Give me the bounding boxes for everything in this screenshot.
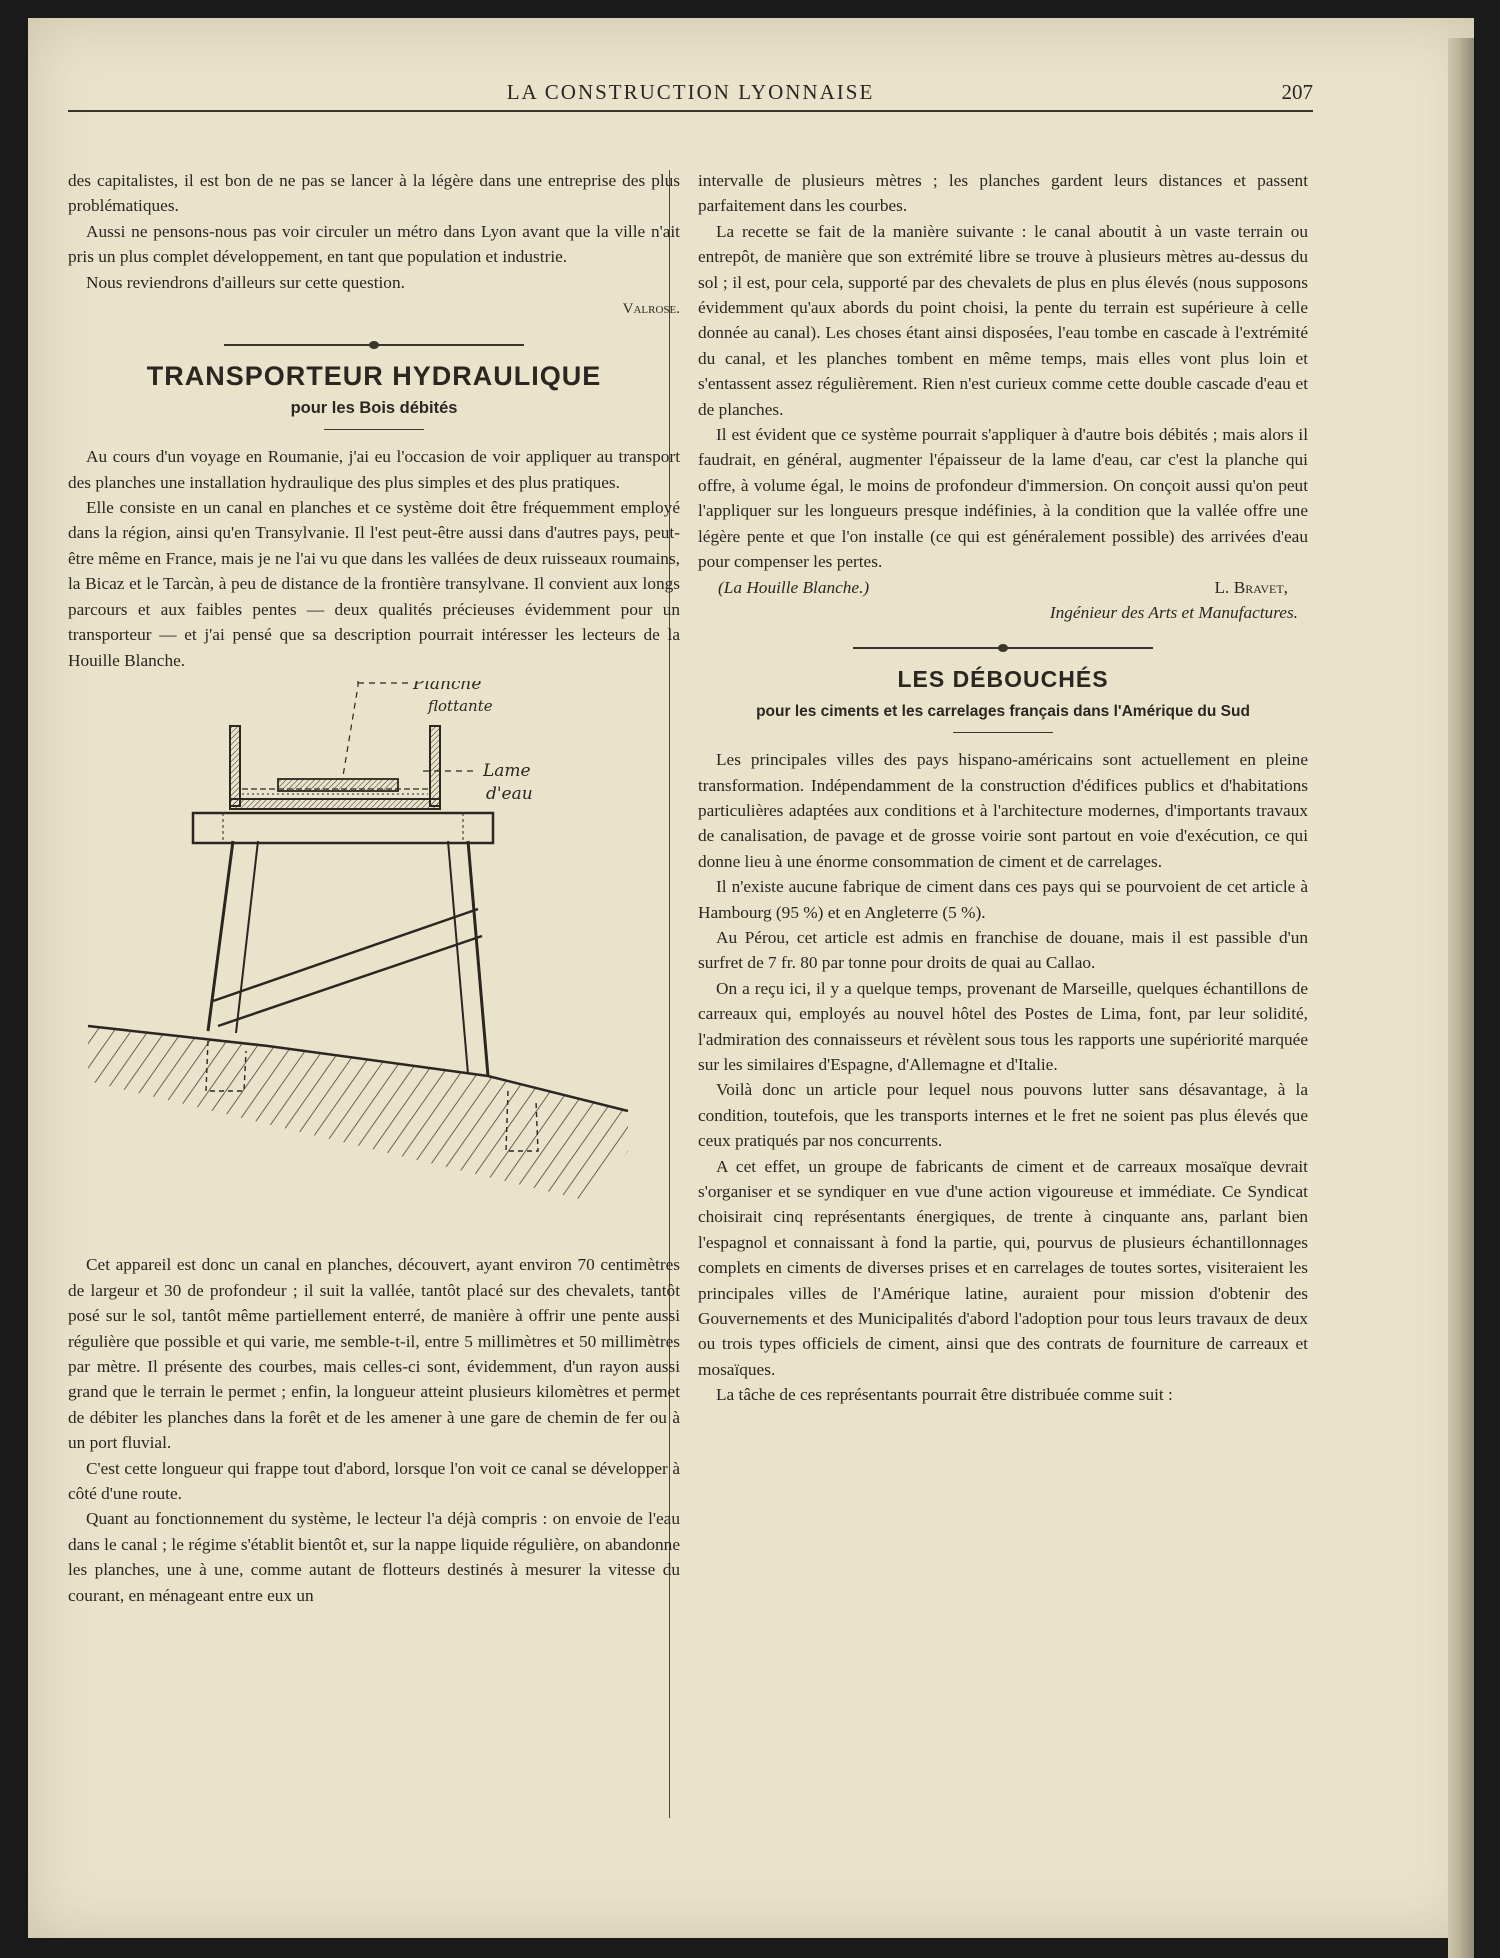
paragraph: Il n'existe aucune fabrique de ciment dans ces pays qui se pourvoient de cet article à Hambourg (95 %) et en Angleterre (5 %). — [698, 877, 1308, 922]
credit-title: Ingénieur des Arts et Manufactures. — [1049, 602, 1298, 622]
article-title: LES DÉBOUCHÉS — [897, 666, 1109, 693]
paragraph: Quant au fonctionnement du système, le lecteur l'a déjà compris : on envoie de l'eau dans le canal ; le régime s'établit bientôt et, sur la nappe liquide régulière, on abandonne les planches, une à une, comme autant de flotteurs destinés à mesurer la vitesse du courant, en ménageant entre eux un — [68, 1509, 680, 1605]
canal-trestle-figure — [68, 681, 680, 1241]
canal-floor — [230, 799, 440, 809]
ground-hatching — [88, 1026, 628, 1201]
diagonal-brace — [213, 909, 478, 1001]
intro-signature: Valrose. — [622, 301, 680, 318]
paragraph: Cet appareil est donc un canal en planches, découvert, ayant environ 70 centimètres de largeur et 30 de profondeur ; il suit la vallée, tantôt placé sur des chevalets, tantôt posé sur le sol, tantôt même partiellement enterré, de manière à offrir une pente aussi régulière que possible et qui varie, me semble-t-il, entre 5 millimètres et 50 millimètres par mètre. Il présente des courbes, mais celles-ci sont, évidemment, d'un rayon aussi grand que le terrain le permet ; enfin, la longueur atteint plusieurs kilomètres et permet de débiter les planches dans la forêt et de les amener à une gare de chemin de fer ou à un port fluvial. — [68, 1255, 680, 1453]
label-deau: d'eau — [486, 783, 533, 804]
credit-source: (La Houille Blanche.) — [718, 577, 870, 597]
label-flottante: flottante — [428, 696, 493, 715]
paragraph: Au cours d'un voyage en Roumanie, j'ai eu l'occasion de voir appliquer au transport des planches une installation hydraulique des plus simples et des plus pratiques. — [68, 447, 680, 492]
crossbeam — [193, 813, 493, 843]
page-number: 207 — [1281, 80, 1313, 104]
right-column — [698, 168, 1308, 1408]
paragraph: C'est cette longueur qui frappe tout d'abord, lorsque l'on voit ce canal se développer à côté d'une route. — [68, 1458, 680, 1503]
paragraph: Nous reviendrons d'ailleurs sur cette question. — [86, 272, 405, 292]
paragraph: Il est évident que ce système pourrait s'appliquer à d'autre bois débités ; mais alors il faudrait, en général, augmenter l'épaisseur de la lame d'eau, car c'est la planche qui offre, à volume égal, le moins de profondeur d'immersion. On conçoit aussi qu'on peut l'appliquer sur les longueurs presque indéfinies, à la condition que la vallée offre une légère pente et que l'on installe (ce qui est généralement possible) des arrivées d'eau pour compenser les pertes. — [698, 425, 1308, 572]
paragraph: La recette se fait de la manière suivante : le canal aboutit à un vaste terrain ou entrepôt, de manière que son extrémité libre se trouve à plusieurs mètres au-dessus du sol ; il est, pour cela, supporté par des chevalets de plus en plus élevés (nous supposons évidemment qu'aux abords du point choisi, la pente du terrain est supérieure à celle donnée au canal). Les choses étant ainsi disposées, l'eau tombe en cascade à l'extrémité du canal, et les planches tombent en même temps, mais elles vont plus loin et s'entassent assez régulièrement. Rien n'est curieux comme cette double cascade d'eau et de planches. — [698, 221, 1308, 419]
section-separator — [224, 344, 524, 346]
paragraph: Les principales villes des pays hispano-américains sont actuellement en pleine transformation. Indépendamment de la construction d'édifices publics et d'habitations particulières adaptées aux conditions et à l'architecture modernes, d'importants travaux de canalisation, de pavage et de grosse voirie sont partout en voie d'exécution, ce qui donne lieu à une énorme consommation de ciment et de carrelages. — [698, 750, 1308, 871]
label-planche: Planche — [413, 680, 482, 694]
title-rule — [953, 732, 1053, 733]
running-header — [68, 80, 1313, 112]
left-column — [68, 168, 680, 1608]
trestle-leg — [468, 841, 488, 1076]
paragraph: Elle consiste en un canal en planches et ce système doit être fréquemment employé dans la région, ainsi qu'en Transylvanie. Il l'est peut-être aussi dans d'autres pays, peut-être même en France, mais je ne l'ai vu que dans les vallées de deux ruisseaux roumains, la Bicaz et le Tarcàn, à peu de distance de la frontière transylvane. Il convient aux longs parcours et aux faibles pentes — deux qualités précieuses évidemment pour un transporteur — et j'ai pensé que sa description pourrait intéresser les lecteurs de la Houille Blanche. — [68, 498, 680, 670]
paragraph: Au Pérou, cet article est admis en franchise de douane, mais il est passible d'un surfret de 7 fr. 80 par tonne pour droits de quai au Callao. — [698, 927, 1308, 973]
floating-plank — [278, 779, 398, 791]
canal-wall — [230, 726, 240, 806]
paragraph: Aussi ne pensons-nous pas voir circuler un métro dans Lyon avant que la ville n'ait pris un plus complet développement, en tant que population et industrie. — [68, 221, 680, 267]
paragraph: Voilà donc un article pour lequel nous pouvons lutter sans désavantage, à la condition, toutefois, que les transports internes et le fret ne soient pas plus élevés que ceux pratiqués par nos concurrents. — [698, 1080, 1308, 1151]
canal-wall — [430, 726, 440, 806]
section-separator — [853, 647, 1153, 649]
label-lame: Lame — [483, 760, 531, 781]
paragraph: intervalle de plusieurs mètres ; les planches gardent leurs distances et passent parfaitement dans les courbes. — [698, 171, 1308, 216]
title-rule — [324, 429, 424, 430]
page-edge — [1448, 38, 1474, 1958]
paragraph: On a reçu ici, il y a quelque temps, provenant de Marseille, quelques échantillons de carreaux qui, employés au nouvel hôtel des Postes de Lima, font, par leur solidité, l'admiration des connaisseurs et révèlent sous tous les rapports une supériorité marquée sur les similaires d'Espagne, d'Allemagne et d'Italie. — [698, 978, 1308, 1074]
article-credit — [698, 575, 1308, 600]
article-subtitle: pour les ciments et les carrelages français dans l'Amérique du Sud — [756, 702, 1250, 720]
article-subtitle: pour les Bois débités — [290, 398, 458, 417]
article-title: TRANSPORTEUR HYDRAULIQUE — [146, 361, 602, 392]
journal-page — [28, 18, 1474, 1938]
paragraph: La tâche de ces représentants pourrait être distribuée comme suit : — [716, 1385, 1173, 1405]
credit-author: L. Bravet, — [1214, 577, 1288, 597]
trestle-leg — [208, 841, 233, 1031]
paragraph: A cet effet, un groupe de fabricants de ciment et de carreaux mosaïque devrait s'organiser et se syndiquer en vue d'une action vigoureuse et immédiate. Ce Syndicat choisirait cinq représentants énergiques, de trente à cinquante ans, parlant bien l'espagnol et connaissant à fond la partie, qui, pourvus de plusieurs échantillonnages complets en ciments de diverses prises et en carrelages de toutes sortes, visiteraient les principales villes de l'Amérique latine, auraient pour mission d'obtenir des Gouvernements et des Municipalités d'abord l'adoption pour tous leurs travaux de deux ou trois types officiels de ciment, ainsi que des contrats de fourniture de carreaux et mosaïques. — [698, 1156, 1308, 1379]
paragraph: des capitalistes, il est bon de ne pas se lancer à la légère dans une entreprise des plus problématiques. — [68, 171, 680, 216]
journal-title: LA CONSTRUCTION LYONNAISE — [506, 80, 875, 104]
